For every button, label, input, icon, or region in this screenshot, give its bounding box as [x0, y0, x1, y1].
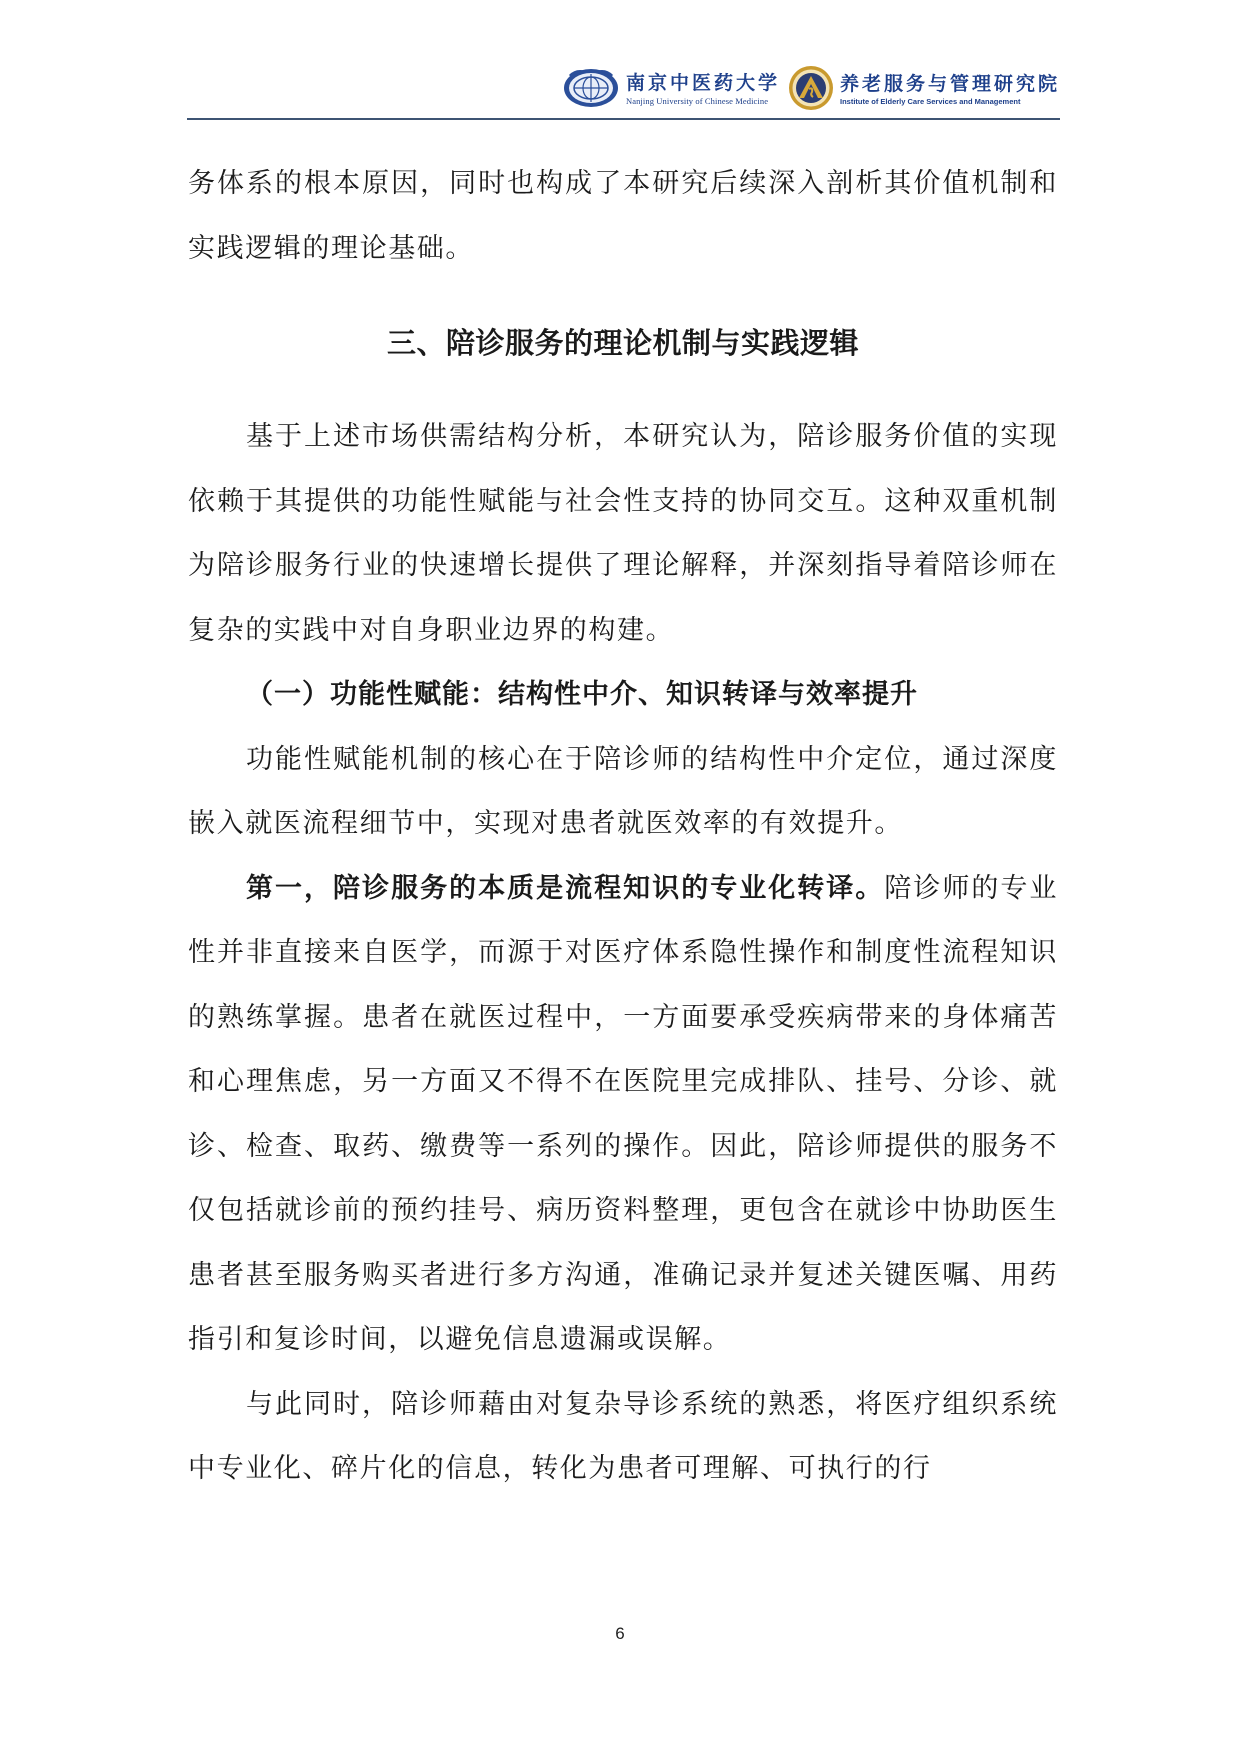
subsection-title: （一）功能性赋能：结构性中介、知识转译与效率提升: [246, 679, 918, 710]
page-header: [187, 62, 1060, 120]
point-one-paragraph: [188, 857, 1058, 1373]
page-number: 6: [615, 1624, 625, 1643]
institute-emblem-icon: [788, 65, 834, 115]
institute-name-cn: 养老服务与管理研究院: [839, 72, 1060, 95]
closing-paragraph: 与此同时，陪诊师藉由对复杂导诊系统的熟悉，将医疗组织系统中专业化、碎片化的信息，转化为患者可理解、可执行的行: [188, 1388, 1058, 1484]
continuation-paragraph: 务体系的根本原因，同时也构成了本研究后续深入剖析其价值机制和实践逻辑的理论基础。: [188, 168, 1058, 264]
university-emblem-icon: [562, 66, 620, 114]
intro-paragraph: 基于上述市场供需结构分析，本研究认为，陪诊服务价值的实现依赖于其提供的功能性赋能与社会性支持的协同交互。这种双重机制为陪诊服务行业的快速增长提供了理论解释，并深刻指导着陪诊师在复杂的实践中对自身职业边界的构建。: [188, 421, 1058, 646]
point-one-text: 陪诊师的专业性并非直接来自医学，而源于对医疗体系隐性操作和制度性流程知识的熟练掌握。患者在就医过程中，一方面要承受疾病带来的身体痛苦和心理焦虑，另一方面又不得不在医院里完成排队、挂号、分诊、就诊、检查、取药、缴费等一系列的操作。因此，陪诊师提供的服务不仅包括就诊前的预约挂号、病历资料整理，更包含在就诊中协助医生患者甚至服务购买者进行多方沟通，准确记录并复述关键医嘱、用药指引和复诊时间，以避免信息遗漏或误解。: [188, 872, 1058, 1355]
header-logos: [562, 62, 1060, 118]
university-name-cn: 南京中医药大学: [625, 72, 780, 95]
university-logo: [562, 66, 780, 114]
university-name-en: Nanjing University of Chinese Medicine: [625, 96, 769, 107]
subsection-intro-paragraph: 功能性赋能机制的核心在于陪诊师的结构性中介定位，通过深度嵌入就医流程细节中，实现对患者就医效率的有效提升。: [188, 743, 1058, 839]
point-one-lead: 第一，陪诊服务的本质是流程知识的专业化转译。: [246, 872, 885, 904]
document-body: [188, 152, 1058, 1502]
section-title: 三、陪诊服务的理论机制与实践逻辑: [386, 326, 859, 360]
institute-name-en: Institute of Elderly Care Services and Management: [839, 96, 1021, 106]
institute-logo: [788, 65, 1060, 115]
header-divider: [187, 118, 1060, 120]
